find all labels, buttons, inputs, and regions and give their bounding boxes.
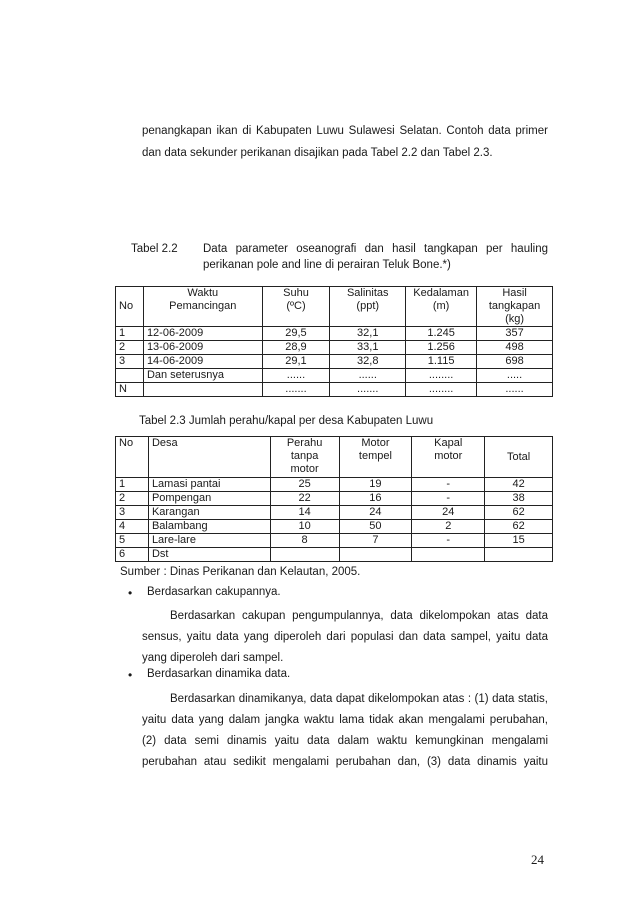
- cell-perahu: 10: [270, 520, 339, 534]
- table22-header-row: [116, 287, 553, 327]
- cell-desa: Pompengan: [148, 492, 270, 506]
- table22-header-suhu: Suhu (ºC): [262, 287, 330, 327]
- cell-no: 1: [116, 478, 149, 492]
- para1-line-1: Berdasarkan cakupan pengumpulannya, data dikelompokan atas data: [170, 610, 548, 622]
- table22-header-waktu: Waktu Pemancingan: [143, 287, 262, 327]
- cell-desa: Dst: [148, 548, 270, 562]
- cell-waktu: 13-06-2009: [143, 341, 262, 355]
- table22-header-kedalaman: Kedalaman (m): [406, 287, 477, 327]
- bullet-dinamika: Berdasarkan dinamika data.: [147, 668, 291, 680]
- cell-no: 5: [116, 534, 149, 548]
- cell-salinitas: 32,1: [330, 327, 406, 341]
- cell-kapal: -: [412, 534, 485, 548]
- cell-no: 3: [116, 506, 149, 520]
- cell-desa: Karangan: [148, 506, 270, 520]
- cell-perahu: 14: [270, 506, 339, 520]
- cell-desa: Lamasi pantai: [148, 478, 270, 492]
- cell-desa: Balambang: [148, 520, 270, 534]
- bullet-icon: •: [128, 668, 133, 682]
- table-2-2: [115, 286, 553, 397]
- cell-perahu: 25: [270, 478, 339, 492]
- cell-suhu: 29,1: [262, 355, 330, 369]
- table23-header-motor: Motor tempel: [339, 437, 412, 478]
- bullet-icon: •: [128, 586, 133, 600]
- cell-no: 1: [116, 327, 144, 341]
- cell-total: 15: [485, 534, 553, 548]
- table22-caption-line-1: Data parameter oseanografi dan hasil tangkapan per hauling: [203, 243, 548, 255]
- cell-kapal: -: [412, 478, 485, 492]
- table-row: [116, 478, 553, 492]
- cell-motor: [339, 548, 412, 562]
- cell-perahu: [270, 548, 339, 562]
- cell-kedalaman: ........: [406, 369, 477, 383]
- cell-no: 3: [116, 355, 144, 369]
- table-row: [116, 341, 553, 355]
- cell-no: 4: [116, 520, 149, 534]
- para2-line-2: yaitu data yang dalam jangka waktu lama tidak akan mengalami perubahan,: [142, 714, 548, 726]
- table23-header-desa: Desa: [148, 437, 270, 478]
- para2-line-3: (2) data semi dinamis yaitu data dalam waktu kemungkinan mengalami: [142, 735, 548, 747]
- cell-kapal: -: [412, 492, 485, 506]
- cell-motor: 7: [339, 534, 412, 548]
- cell-kapal: [412, 548, 485, 562]
- para2-line-4: perubahan atau sedikit mengalami perubahan dan, (3) data dinamis yaitu: [142, 756, 548, 768]
- table22-caption-line-2: perikanan pole and line di perairan Teluk Bone.*): [203, 259, 451, 271]
- bullet-cakupan: Berdasarkan cakupannya.: [147, 586, 281, 598]
- table23-header-total: Total: [485, 437, 553, 478]
- cell-hasil: .....: [477, 369, 553, 383]
- cell-kedalaman: 1.245: [406, 327, 477, 341]
- cell-desa: Lare-lare: [148, 534, 270, 548]
- cell-suhu: 28,9: [262, 341, 330, 355]
- cell-motor: 16: [339, 492, 412, 506]
- cell-hasil: 498: [477, 341, 553, 355]
- cell-perahu: 8: [270, 534, 339, 548]
- table-row: [116, 492, 553, 506]
- table23-header-row: [116, 437, 553, 478]
- cell-total: 62: [485, 506, 553, 520]
- cell-suhu: 29,5: [262, 327, 330, 341]
- table-row: [116, 327, 553, 341]
- table22-header-salinitas: Salinitas (ppt): [330, 287, 406, 327]
- cell-kedalaman: 1.256: [406, 341, 477, 355]
- cell-waktu: [143, 383, 262, 397]
- cell-total: 62: [485, 520, 553, 534]
- intro-line-2: dan data sekunder perikanan disajikan pada Tabel 2.2 dan Tabel 2.3.: [142, 147, 493, 159]
- cell-total: [485, 548, 553, 562]
- cell-hasil: 357: [477, 327, 553, 341]
- para1-line-3: yang diperoleh dari sampel.: [142, 652, 284, 664]
- cell-no: 2: [116, 341, 144, 355]
- para2-line-1: Berdasarkan dinamikanya, data dapat dikelompokan atas : (1) data statis,: [170, 693, 548, 705]
- cell-no: 2: [116, 492, 149, 506]
- page-number: 24: [531, 852, 544, 867]
- table23-header-perahu: Perahu tanpa motor: [270, 437, 339, 478]
- cell-hasil: 698: [477, 355, 553, 369]
- table-row: [116, 534, 553, 548]
- cell-waktu: 12-06-2009: [143, 327, 262, 341]
- cell-salinitas: ......: [330, 369, 406, 383]
- cell-waktu: 14-06-2009: [143, 355, 262, 369]
- table-row: [116, 369, 553, 383]
- table23-source: Sumber : Dinas Perikanan dan Kelautan, 2005.: [120, 566, 361, 578]
- cell-kapal: 2: [412, 520, 485, 534]
- cell-kedalaman: ........: [406, 383, 477, 397]
- table23-header-kapal: Kapal motor: [412, 437, 485, 478]
- table-row: [116, 520, 553, 534]
- table-2-3: [115, 436, 553, 562]
- table-row: [116, 383, 553, 397]
- cell-no: 6: [116, 548, 149, 562]
- cell-hasil: ......: [477, 383, 553, 397]
- cell-no: [116, 369, 144, 383]
- cell-motor: 19: [339, 478, 412, 492]
- cell-no: N: [116, 383, 144, 397]
- intro-line-1: penangkapan ikan di Kabupaten Luwu Sulawesi Selatan. Contoh data primer: [142, 125, 548, 137]
- table22-header-hasil: Hasil tangkapan (kg): [477, 287, 553, 327]
- cell-total: 42: [485, 478, 553, 492]
- cell-waktu: Dan seterusnya: [143, 369, 262, 383]
- cell-salinitas: 32,8: [330, 355, 406, 369]
- para1-line-2: sensus, yaitu data yang diperoleh dari populasi dan data sampel, yaitu data: [142, 631, 548, 643]
- table22-header-no: No: [116, 287, 144, 327]
- cell-suhu: .......: [262, 383, 330, 397]
- table-row: [116, 506, 553, 520]
- table23-caption: Tabel 2.3 Jumlah perahu/kapal per desa Kabupaten Luwu: [139, 415, 434, 427]
- cell-suhu: ......: [262, 369, 330, 383]
- cell-perahu: 22: [270, 492, 339, 506]
- table22-caption-label: Tabel 2.2: [131, 243, 178, 255]
- cell-salinitas: .......: [330, 383, 406, 397]
- cell-kapal: 24: [412, 506, 485, 520]
- cell-salinitas: 33,1: [330, 341, 406, 355]
- table-row: [116, 355, 553, 369]
- cell-motor: 24: [339, 506, 412, 520]
- cell-kedalaman: 1.115: [406, 355, 477, 369]
- cell-motor: 50: [339, 520, 412, 534]
- table-row: [116, 548, 553, 562]
- table23-header-no: No: [116, 437, 149, 478]
- cell-total: 38: [485, 492, 553, 506]
